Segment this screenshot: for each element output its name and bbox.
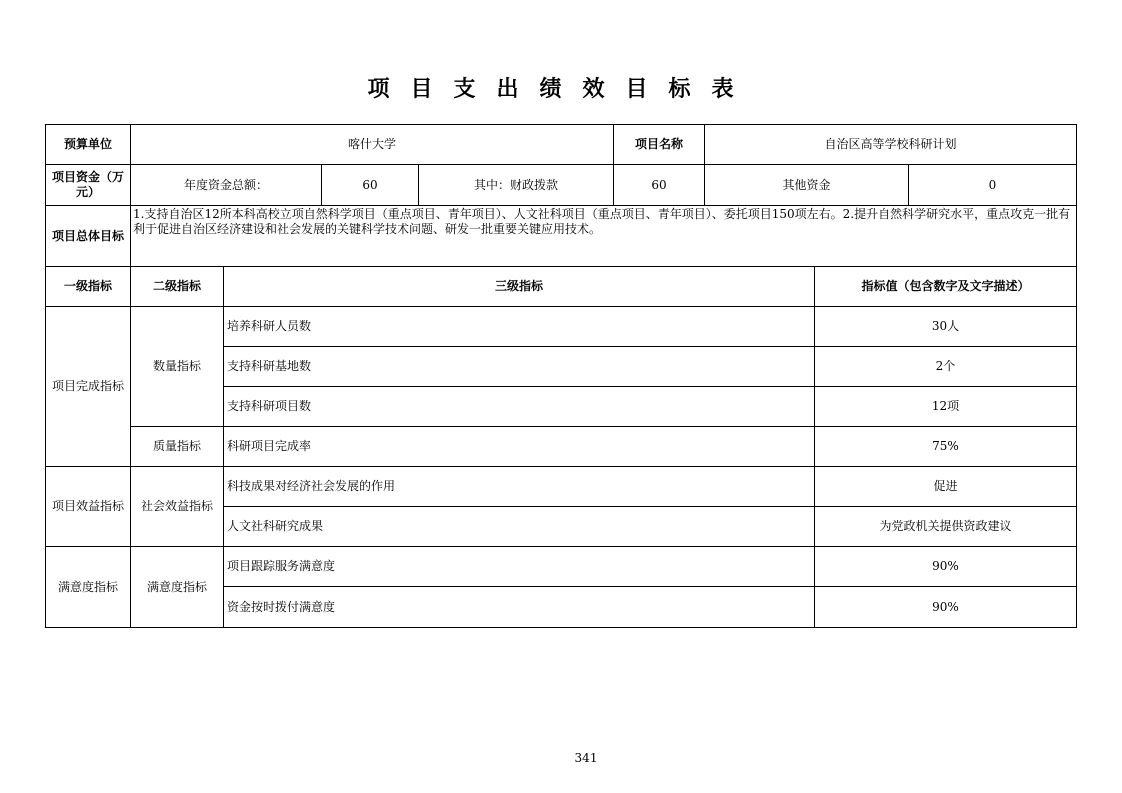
indicator-value: 75% [815,427,1076,467]
indicator-value: 90% [815,547,1076,587]
indicator-value: 12项 [815,387,1076,427]
column-header-level1: 一级指标 [46,267,131,307]
level2-satisfaction: 满意度指标 [131,547,224,627]
budget-unit-value: 喀什大学 [131,125,614,165]
performance-table [45,124,1077,628]
column-header-level3: 三级指标 [224,267,815,307]
annual-total-label: 年度资金总额： [131,165,322,206]
project-name-value: 自治区高等学校科研计划 [705,125,1076,165]
indicator-value: 2个 [815,347,1076,387]
annual-total-value: 60 [322,165,419,206]
other-funds-value: 0 [909,165,1076,206]
indicator-name: 资金按时拨付满意度 [224,587,815,627]
indicator-value: 30人 [815,307,1076,347]
page-title: 项目支出绩效目标表 [367,77,755,102]
indicator-name: 人文社科研究成果 [224,507,815,547]
level1-benefit: 项目效益指标 [46,467,131,547]
level2-social-benefit: 社会效益指标 [131,467,224,547]
level2-quality: 质量指标 [131,427,224,467]
project-name-label: 项目名称 [614,125,705,165]
indicator-value: 为党政机关提供资政建议 [815,507,1076,547]
indicator-name: 支持科研基地数 [224,347,815,387]
page-number: 341 [574,751,598,765]
budget-unit-label: 预算单位 [46,125,131,165]
indicator-name: 培养科研人员数 [224,307,815,347]
level1-satisfaction: 满意度指标 [46,547,131,627]
overall-goal-text: 1.支持自治区12所本科高校立项自然科学项目（重点项目、青年项目）、人文社科项目（重点项目、青年项目）、委托项目150项左右。2.提升自然科学研究水平，重点攻克一批有利于促进自治区经济建设和社会发展的关键科学技术问题、研发一批重要关键应用技术。 [131,206,1076,267]
indicator-value: 90% [932,599,959,614]
indicator-name: 项目跟踪服务满意度 [224,547,815,587]
level1-completion: 项目完成指标 [46,307,131,467]
overall-goal-label: 项目总体目标 [46,206,131,267]
indicator-name: 科研项目完成率 [224,427,815,467]
column-header-level2: 二级指标 [131,267,224,307]
column-header-value: 指标值（包含数字及文字描述） [815,267,1076,307]
indicator-name: 支持科研项目数 [224,387,815,427]
fiscal-allocation-value: 60 [614,165,705,206]
indicator-name: 科技成果对经济社会发展的作用 [224,467,815,507]
project-funds-label: 项目资金（万元） [46,165,131,206]
level2-quantity: 数量指标 [131,307,224,427]
indicator-value: 促进 [815,467,1076,507]
other-funds-label: 其他资金 [705,165,909,206]
fiscal-allocation-label: 其中：财政拨款 [419,165,614,206]
